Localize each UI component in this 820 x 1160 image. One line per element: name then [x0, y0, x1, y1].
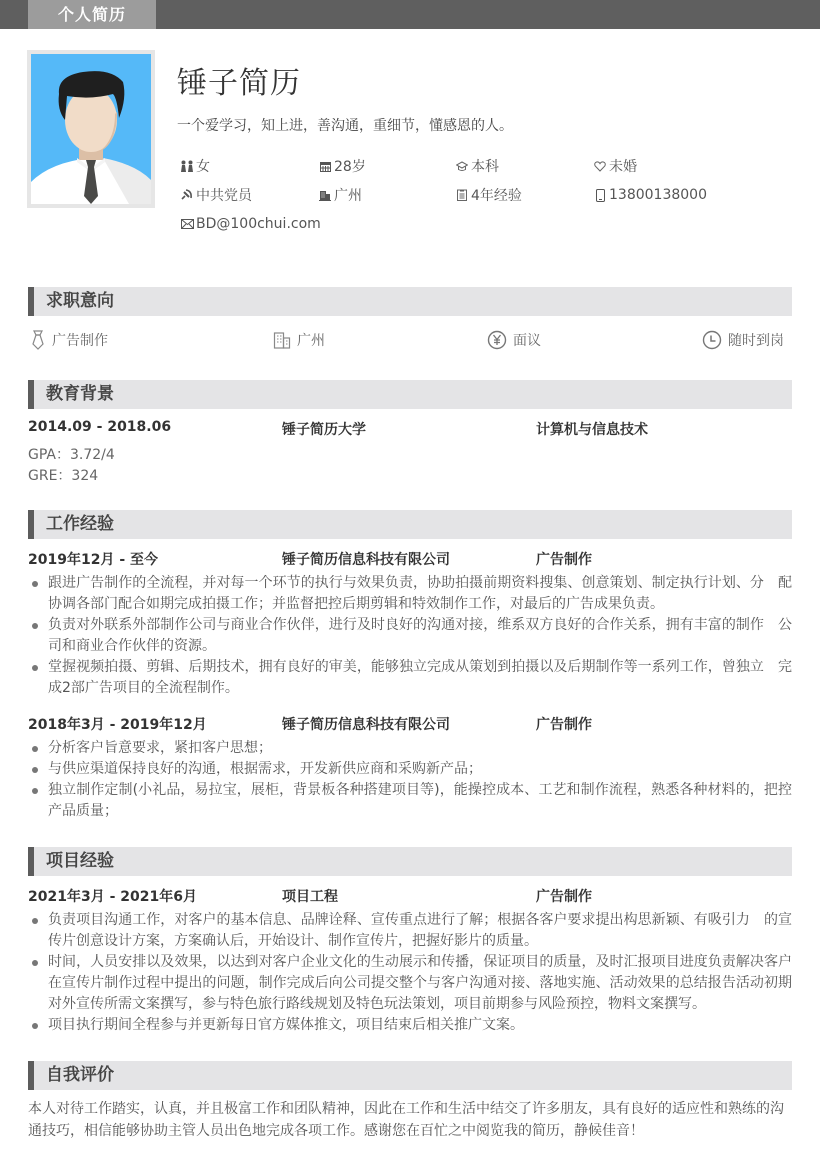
education-gre: GRE：324 — [28, 468, 99, 484]
heart-icon — [593, 159, 607, 173]
section-header-work: 工作经验 — [28, 510, 792, 539]
mail-icon — [180, 217, 194, 231]
education-period: 2014.09 - 2018.06 — [28, 419, 172, 435]
info-experience: 4年经验 — [455, 185, 522, 205]
phone-icon — [593, 188, 607, 202]
section-header-intent: 求职意向 — [28, 287, 792, 316]
info-city: 广州 — [318, 185, 362, 205]
work-2-duties — [28, 738, 792, 822]
project-duties — [28, 910, 792, 1036]
info-marital: 未婚 — [593, 156, 637, 176]
party-icon — [180, 188, 194, 202]
project-period: 2021年3月 - 2021年6月 — [28, 889, 197, 905]
clock-icon — [702, 330, 722, 350]
candidate-motto: 一个爱学习，知上进，善沟通，重细节，懂感恩的人。 — [177, 118, 513, 134]
work-period: 2018年3月 - 2019年12月 — [28, 717, 207, 733]
intent-city: 广州 — [273, 329, 325, 351]
work-role: 广告制作 — [536, 717, 592, 733]
work-role: 广告制作 — [536, 552, 592, 568]
education-school: 锤子简历大学 — [282, 422, 366, 438]
graduation-cap-icon — [455, 159, 469, 173]
list-item: 与供应渠道保持良好的沟通，根据需求，开发新供应商和采购新产品； — [28, 759, 792, 780]
list-item: 负责项目沟通工作，对客户的基本信息、品牌诠释、宣传重点进行了解；根据各客户要求提出构思新颖、有吸引力 的宣传片创意设计方案，方案确认后，开始设计、制作宣传片，把握好影片的质量。 — [28, 910, 792, 952]
section-header-self-evaluation: 自我评价 — [28, 1061, 792, 1090]
self-evaluation-text: 本人对待工作踏实，认真，并且极富工作和团队精神，因此在工作和生活中结交了许多朋友，具有良好的适应性和熟练的沟通技巧，相信能够协助主管人员出色地完成各项工作。感谢您在百忙之中阅览我的简历，静候佳音！ — [28, 1101, 784, 1139]
calendar-icon — [318, 159, 332, 173]
building-outline-icon — [273, 331, 291, 349]
list-item: 独立制作定制(小礼品，易拉宝，展柜，背景板各种搭建项目等)，能操控成本、工艺和制作流程，熟悉各种材料的，把控产品质量； — [28, 780, 792, 822]
avatar-photo — [27, 50, 155, 208]
project-row — [28, 886, 792, 906]
info-email: BD@100chui.com — [180, 214, 321, 234]
list-item: 堂握视频拍摄、剪辑、后期技术，拥有良好的审美，能够独立完成从策划到拍摄以及后期制作等一系列工作，曾独立 完成2部广告项目的全流程制作。 — [28, 657, 792, 699]
list-item: 跟进广告制作的全流程，并对每一个环节的执行与效果负责，协助拍摄前期资料搜集、创意策划、制定执行计划、分 配协调各部门配合如期完成拍摄工作；并监督把控后期剪辑和特效制作工作，对最后的广告成果负责。 — [28, 573, 792, 615]
yen-circle-icon — [487, 330, 507, 350]
info-gender: 女 — [180, 156, 210, 176]
info-phone: 13800138000 — [593, 185, 707, 205]
intent-availability: 随时到岗 — [702, 329, 784, 351]
section-header-project: 项目经验 — [28, 847, 792, 876]
education-gpa: GPA：3.72/4 — [28, 447, 115, 463]
list-item: 分析客户旨意要求，紧扣客户思想； — [28, 738, 792, 759]
building-icon — [318, 188, 332, 202]
work-company: 锤子简历信息科技有限公司 — [282, 552, 450, 568]
tie-icon — [30, 330, 46, 350]
info-age: 28岁 — [318, 156, 366, 176]
candidate-name: 锤子简历 — [177, 66, 301, 101]
education-major: 计算机与信息技术 — [536, 422, 648, 438]
info-degree: 本科 — [455, 156, 499, 176]
intent-position: 广告制作 — [30, 329, 108, 351]
section-header-education: 教育背景 — [28, 380, 792, 409]
work-row-2 — [28, 714, 792, 734]
resume-title-tab: 个人简历 — [28, 0, 156, 29]
avatar-illustration — [31, 54, 151, 204]
work-row-1 — [28, 549, 792, 569]
intent-salary: 面议 — [487, 329, 541, 351]
list-item: 时间，人员安排以及效果，以达到对客户企业文化的生动展示和传播，保证项目的质量，及时汇报项目进度负责解决客户在宣传片制作过程中提出的问题，制作完成后向公司提交整个与客户沟通对接、落地实施、活动效果的总结报告活动初期对外宣传所需文案撰写，参与特色旅行路线规划及特色玩法策划，项目前期参与风险预控，物料文案撰写。 — [28, 952, 792, 1015]
clipboard-icon — [455, 188, 469, 202]
list-item: 项目执行期间全程参与并更新每日官方媒体推文，项目结束后相关推广文案。 — [28, 1015, 792, 1036]
list-item: 负责对外联系外部制作公司与商业合作伙伴，进行及时良好的沟通对接，维系双方良好的合作关系，拥有丰富的制作 公司和商业合作伙伴的资源。 — [28, 615, 792, 657]
gender-icon — [180, 159, 194, 173]
education-row — [28, 419, 792, 439]
work-period: 2019年12月 - 至今 — [28, 552, 159, 568]
top-bar — [0, 0, 820, 29]
project-name: 项目工程 — [282, 889, 338, 905]
project-role: 广告制作 — [536, 889, 592, 905]
work-company: 锤子简历信息科技有限公司 — [282, 717, 450, 733]
info-political: 中共党员 — [180, 185, 252, 205]
work-1-duties — [28, 573, 792, 699]
